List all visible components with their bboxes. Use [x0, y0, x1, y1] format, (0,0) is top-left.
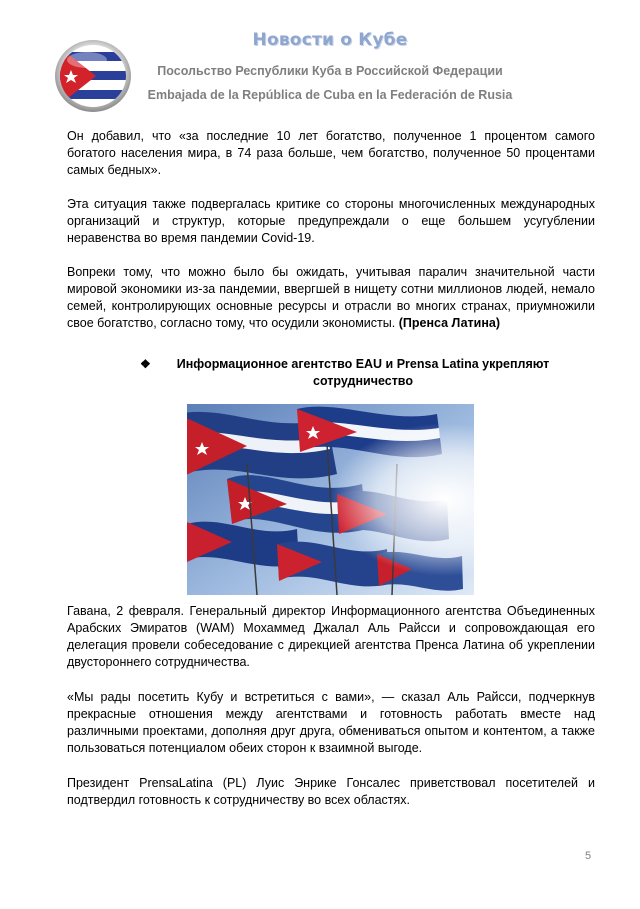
cuban-flags-photo — [187, 404, 474, 595]
article1-source: (Пренса Латина) — [398, 316, 501, 330]
article2-heading — [140, 356, 600, 390]
bullet-icon: ❖ — [140, 357, 151, 371]
article2-paragraph-3: Президент PrensaLatina (PL) Луис Энрике Гонсалес приветствовал посетителей и подтвердил готовность к сотрудничеству во всех областях. — [67, 776, 595, 807]
article1-paragraph-3-text: Вопреки тому, что можно было бы ожидать, учитывая паралич значительной части мировой экономики из-за пандемии, ввергшей в нищету сотни миллионов людей, немало семей, контролирующих основные ресурсы и отрасли во многих странах, приумножили свое богатство, согласно тому, что осудили экономисты. — [67, 265, 595, 330]
newsletter-title: Новости о Кубе — [252, 30, 408, 50]
embassy-name-es: Embajada de la República de Cuba en la Federación de Rusia — [147, 88, 513, 102]
article2-heading-text: Информационное агентство EAU и Prensa Latina укрепляют сотрудничество — [176, 357, 550, 388]
article1-paragraph-2: Эта ситуация также подвергалась критике со стороны многочисленных международных организаций и структур, которые предупреждали о еще большем усугублении неравенства во время пандемии Covid-19. — [67, 197, 595, 245]
article1-paragraph-3 — [67, 264, 595, 332]
article2-paragraph-1: Гавана, 2 февраля. Генеральный директор Информационного агентства Объединенных Арабских Эмиратов (WAM) Мохаммед Джалал Аль Райсси и сопровождающая его делегация провели собеседование с дирекцией агентства Пренса Латина об укреплении двустороннего сотрудничества. — [67, 604, 595, 669]
article2-paragraph-2: «Мы рады посетить Кубу и встретиться с вами», — сказал Аль Райсси, подчеркнув прекрасные отношения между агентствами и готовность работать вместе над различными проектами, дополняя друг друга, обмениваться опытом и контентом, а также пользоваться потенциалом обеих сторон к взаимной выгоде. — [67, 690, 595, 755]
embassy-name-ru: Посольство Республики Куба в Российской Федерации — [157, 64, 503, 78]
page-number: 5 — [585, 850, 592, 862]
article1-paragraph-1: Он добавил, что «за последние 10 лет богатство, полученное 1 процентом самого богатого населения мира, в 74 раза больше, чем богатство, полученное 50 процентами самых бедных». — [67, 129, 595, 177]
cuba-flag-globe-icon — [54, 38, 132, 114]
